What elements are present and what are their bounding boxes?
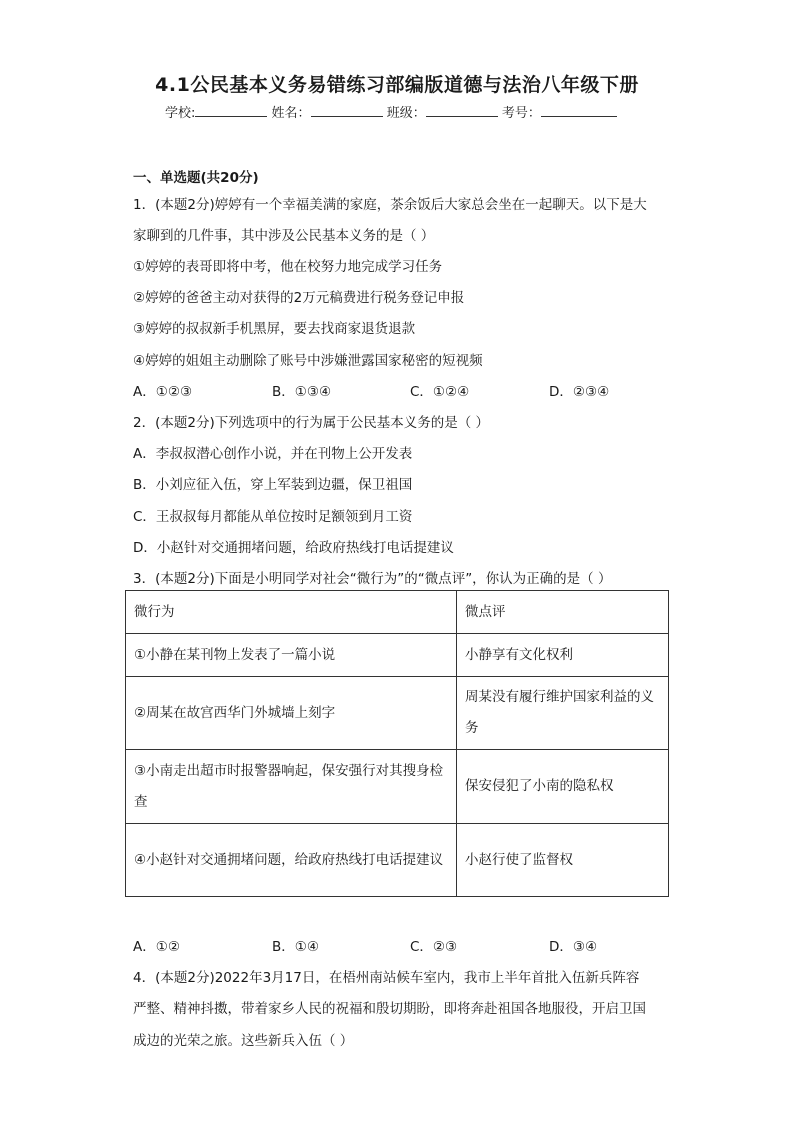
table-header-cell: 微行为 bbox=[126, 591, 457, 634]
class-label: 班级： bbox=[386, 106, 426, 121]
table-header-cell: 微点评 bbox=[457, 591, 669, 634]
q4-stem-line1: 4．(本题2分)2022年3月17日，在梧州南站候车室内，我市上半年首批入伍新兵阵容 bbox=[133, 970, 640, 986]
table-cell: ①小静在某刊物上发表了一篇小说 bbox=[126, 634, 457, 677]
table-cell: 周某没有履行维护国家利益的义务 bbox=[457, 677, 669, 750]
q3-table bbox=[125, 590, 669, 897]
q3-option-b: B．①④ bbox=[272, 939, 319, 955]
q1-option-b: B．①③④ bbox=[272, 384, 332, 400]
class-blank bbox=[426, 102, 498, 117]
table-cell: ②周某在故宫西华门外城墙上刻字 bbox=[126, 677, 457, 750]
number-label: 考号： bbox=[501, 106, 541, 121]
q1-item: ①婷婷的表哥即将中考，他在校努力地完成学习任务 bbox=[133, 259, 443, 275]
q2-stem: 2．(本题2分)下列选项中的行为属于公民基本义务的是（ ） bbox=[133, 415, 490, 431]
table-cell: ④小赵针对交通拥堵问题，给政府热线打电话提建议 bbox=[126, 824, 457, 897]
school-blank bbox=[195, 102, 267, 117]
q3-option-c: C．②③ bbox=[410, 939, 458, 955]
q1-item: ④婷婷的姐姐主动删除了账号中涉嫌泄露国家秘密的短视频 bbox=[133, 353, 483, 369]
table-row bbox=[126, 634, 669, 677]
table-cell: 小赵行使了监督权 bbox=[457, 824, 669, 897]
q1-item: ②婷婷的爸爸主动对获得的2万元稿费进行税务登记申报 bbox=[133, 290, 465, 306]
document-title: 4.1公民基本义务易错练习部编版道德与法治八年级下册 bbox=[155, 74, 639, 96]
q1-option-a: A．①②③ bbox=[133, 384, 193, 400]
name-label: 姓名： bbox=[271, 106, 311, 121]
school-label: 学校: bbox=[165, 106, 196, 121]
table-cell: ③小南走出超市时报警器响起，保安强行对其搜身检查 bbox=[126, 750, 457, 824]
table-cell: 保安侵犯了小南的隐私权 bbox=[457, 750, 669, 824]
q3-stem: 3．(本题2分)下面是小明同学对社会“微行为”的“微点评”，你认为正确的是（ ） bbox=[133, 571, 612, 587]
table-row bbox=[126, 750, 669, 824]
table-row bbox=[126, 824, 669, 897]
q2-option-d: D．小赵针对交通拥堵问题，给政府热线打电话提建议 bbox=[133, 540, 454, 556]
table-cell: 小静享有文化权利 bbox=[457, 634, 669, 677]
q3-option-d: D．③④ bbox=[549, 939, 598, 955]
q1-option-d: D．②③④ bbox=[549, 384, 610, 400]
q1-stem-line2: 家聊到的几件事，其中涉及公民基本义务的是（ ） bbox=[133, 228, 435, 244]
q4-stem-line2: 严整、精神抖擞，带着家乡人民的祝福和殷切期盼，即将奔赴祖国各地服役，开启卫国 bbox=[133, 1001, 646, 1017]
table-header-row bbox=[126, 591, 669, 634]
q1-item: ③婷婷的叔叔新手机黑屏，要去找商家退货退款 bbox=[133, 321, 416, 337]
student-info-line bbox=[165, 102, 617, 121]
table-row bbox=[126, 677, 669, 750]
q4-stem-line3: 成边的光荣之旅。这些新兵入伍（ ） bbox=[133, 1033, 354, 1049]
number-blank bbox=[541, 102, 617, 117]
q1-stem-line1: 1．(本题2分)婷婷有一个幸福美满的家庭，茶余饭后大家总会坐在一起聊天。以下是大 bbox=[133, 197, 647, 213]
q3-option-a: A．①② bbox=[133, 939, 180, 955]
section-heading: 一、单选题(共20分) bbox=[133, 170, 259, 186]
q2-option-c: C．王叔叔每月都能从单位按时足额领到月工资 bbox=[133, 509, 413, 525]
q2-option-a: A．李叔叔潜心创作小说，并在刊物上公开发表 bbox=[133, 446, 413, 462]
name-blank bbox=[311, 102, 383, 117]
q2-option-b: B．小刘应征入伍，穿上军装到边疆，保卫祖国 bbox=[133, 477, 413, 493]
q1-option-c: C．①②④ bbox=[410, 384, 470, 400]
